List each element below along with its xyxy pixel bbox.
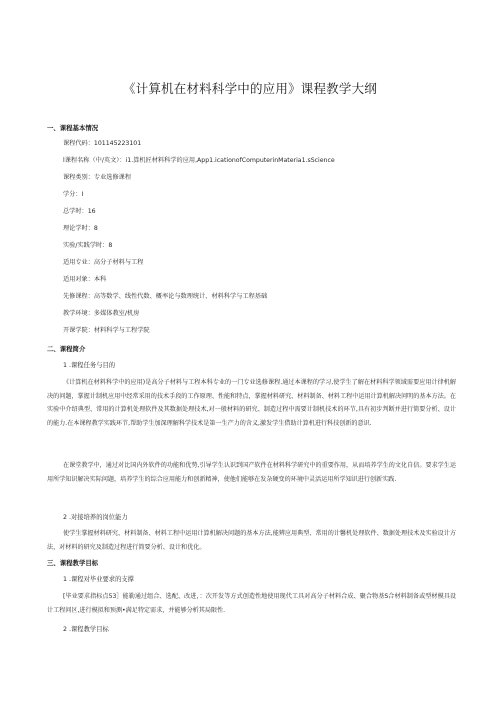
subheading-task-purpose: 1 .课程任务与目的 xyxy=(63,362,116,369)
paragraph-classroom-teaching: 在课堂教学中，通过对比国内外软件的功能和优势,引导学生认识到国产软件在材料科学研究中的重要作用，从而培养学生的文化自信。要求学生运用所学知识解决实际问题，培养学生的综合应用能力和创新精神，使他们能够在发杂硬变的环境中灵活运用所学知识进行创新实践. xyxy=(47,462,456,483)
field-teaching-environment: 教学环境：多媒体教室/机房 xyxy=(63,310,140,317)
field-applicable-major: 适用专业：高分子材料与工程 xyxy=(63,259,144,266)
paragraph-graduation-requirement: [毕业要求指标点53］能勒通过组合、选配、改进，：次开发等方式创造性地使用现代工具对高分子材料合成、聚合物基S合材料制备或型材模具设计工程问区,进行模拟和预测•满足特定需求，并能够分析其局限性. xyxy=(47,593,456,614)
section-heading-basic-info: 一、课程基本情况 xyxy=(47,124,99,132)
subheading-graduation-support: 1 .课程对毕业要求的支撑 xyxy=(63,576,134,583)
document-title: 《计算机在材料科学中的应用》课程教学大纲 xyxy=(122,81,377,96)
field-course-name: l课程名称（中/英文）：i1.算机匠材料科学的应用,App1.icationofComputerinMateria1.sScience xyxy=(63,157,335,164)
section-heading-teaching-objectives: 三、课程教学目标 xyxy=(47,559,99,567)
field-practice-hours: 实验/实践学时：8 xyxy=(63,242,113,249)
field-prerequisites: 先修课程：高等数学、线性代数、概率论与数理统计、材料科学与工程基础 xyxy=(63,293,268,300)
field-course-category: 课程类别：专业选修课程 xyxy=(63,174,132,181)
subheading-course-objectives: 2 .课程教学目标 xyxy=(63,626,109,633)
field-total-hours: 总学时：16 xyxy=(63,208,96,215)
subheading-job-abilities: 2 .对接培养的岗位能力 xyxy=(63,514,128,521)
section-heading-course-intro: 二、课程简介 xyxy=(47,345,86,353)
paragraph-job-abilities: 使学生掌握材料研究、材料制备、材料工程中运用计算机解决问题的基本方法,能辨应用典型、常用的计馨机处理软件、数据处理技术及实验设计方法，对材料的研究及制造过程进行简要分析、设计和优化。 xyxy=(47,530,456,551)
paragraph-course-purpose: 《计算机在材料科学中的应用)是高分子材料与工程本科专业的一门专业选修课程.通过本课程的学习,使学生了解在材料科学领域需要应用计律机解决的问题，掌握计制机应用中经常采用的技术手段的工作原理、性能和特点，掌握材料研究、材料制备、材料工程中运用计算机解决问明的基本方法。在实验中介绍典型、常用的计算机处理软件及其数据处理技术,对一般材料的研究、制造过程中需要计制机技术的环节,具有初步判断并进行简要分析、设计的能力.在本课程教学实践环节,帮助学生加深理解科学技术是第一生产力的含义,激发学生借助计算机进行科技创新的意识. xyxy=(47,379,456,427)
field-theory-hours: 理论学时：8 xyxy=(63,225,98,232)
field-course-code: 课程代码：101145223101 xyxy=(63,140,142,147)
field-credits: 学分：I xyxy=(63,191,84,198)
field-offering-college: 开课学院：材料科学与工程学院 xyxy=(63,327,150,334)
field-target-students: 适用对象：本科 xyxy=(63,276,107,283)
